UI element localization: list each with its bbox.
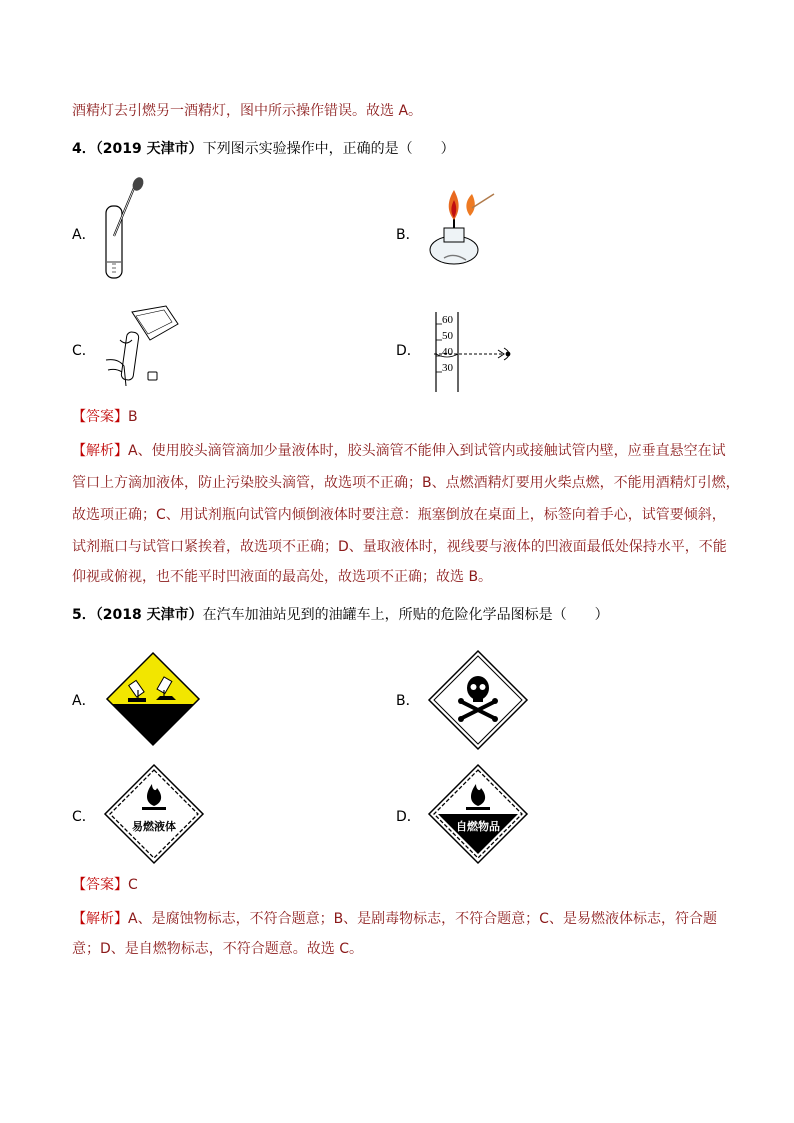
q4-analysis-line-3: 故选项正确；C、用试剂瓶向试管内倾倒液体时要注意：瓶塞倒放在桌面上，标签向着手心，试管要倾斜， xyxy=(72,507,726,523)
spontaneous-combustion-sign-text: 自燃物品 xyxy=(456,820,500,833)
flammable-liquid-sign-icon xyxy=(104,764,204,864)
tick-label: 40 xyxy=(442,346,453,358)
tick-label: 60 xyxy=(442,314,453,326)
q4-analysis-line-5: 仰视或俯视，也不能平时凹液面的最高处，故选项不正确；故选 B。 xyxy=(72,569,493,585)
toxic-sign-icon xyxy=(428,650,528,750)
option-d-label: D． xyxy=(396,809,421,825)
alcohol-lamp-figure xyxy=(426,188,506,276)
q5-analysis-line-1 xyxy=(72,908,732,930)
tick-label: 30 xyxy=(442,362,453,374)
option-a-label: A． xyxy=(72,227,96,243)
flammable-liquid-sign-text: 易燃液体 xyxy=(132,820,176,833)
answer-tag: 【答案】 xyxy=(72,409,128,425)
q5-analysis-line-2: 意；D、是自燃物标志，不符合题意。故选 C。 xyxy=(72,941,364,957)
dropper-test-tube-figure xyxy=(100,176,160,286)
option-a-label: A． xyxy=(72,693,96,709)
option-d-label: D． xyxy=(396,343,421,359)
option-c-label: C． xyxy=(72,809,96,825)
analysis-tag: 【解析】 xyxy=(72,911,128,927)
option-c-label: C． xyxy=(72,343,96,359)
answer-tag: 【答案】 xyxy=(72,877,128,893)
question-text: 在汽车加油站见到的油罐车上，所贴的危险化学品图标是（ ） xyxy=(202,607,609,623)
question-4-stem: 4．（2019 天津市）下列图示实验操作中，正确的是（ ） xyxy=(72,141,455,157)
question-source: 2019 天津市 xyxy=(102,141,189,157)
option-b-label: B． xyxy=(396,227,420,243)
q4-analysis-line-4: 试剂瓶口与试管口紧挨着，故选项不正确；D、量取液体时，视线要与液体的凹液面最低处保持水平，不能 xyxy=(72,539,727,555)
question-number: 5 xyxy=(72,607,82,623)
answer-value: C xyxy=(128,877,138,893)
analysis-text: A、是腐蚀物标志，不符合题意；B、是剧毒物标志，不符合题意；C、是易燃液体标志，符合题 xyxy=(128,911,717,927)
corrosive-sign-icon xyxy=(106,652,200,746)
q5-answer xyxy=(72,874,732,896)
answer-value: B xyxy=(128,409,138,425)
intro-line: 酒精灯去引燃另一酒精灯，图中所示操作错误。故选 A。 xyxy=(72,103,423,119)
question-text: 下列图示实验操作中，正确的是（ ） xyxy=(202,141,455,157)
q4-answer xyxy=(72,406,732,428)
pouring-liquid-figure xyxy=(96,300,186,390)
cylinder-tick-labels xyxy=(442,312,453,376)
question-5-stem: 5．（2018 天津市）在汽车加油站见到的油罐车上，所贴的危险化学品图标是（ ） xyxy=(72,607,609,623)
tick-label: 50 xyxy=(442,330,453,342)
question-number: 4 xyxy=(72,141,82,157)
option-b-label: B． xyxy=(396,693,420,709)
q4-analysis-line-1 xyxy=(72,440,732,462)
question-source: 2018 天津市 xyxy=(102,607,189,623)
analysis-tag: 【解析】 xyxy=(72,443,128,459)
spontaneous-combustion-sign-icon xyxy=(428,764,528,864)
analysis-text: A、使用胶头滴管滴加少量液体时，胶头滴管不能伸入到试管内或接触试管内壁，应垂直悬空在试 xyxy=(128,443,726,459)
q4-analysis-line-2: 管口上方滴加液体，防止污染胶头滴管，故选项不正确；B、点燃酒精灯要用火柴点燃，不能用酒精灯引燃， xyxy=(72,475,740,491)
